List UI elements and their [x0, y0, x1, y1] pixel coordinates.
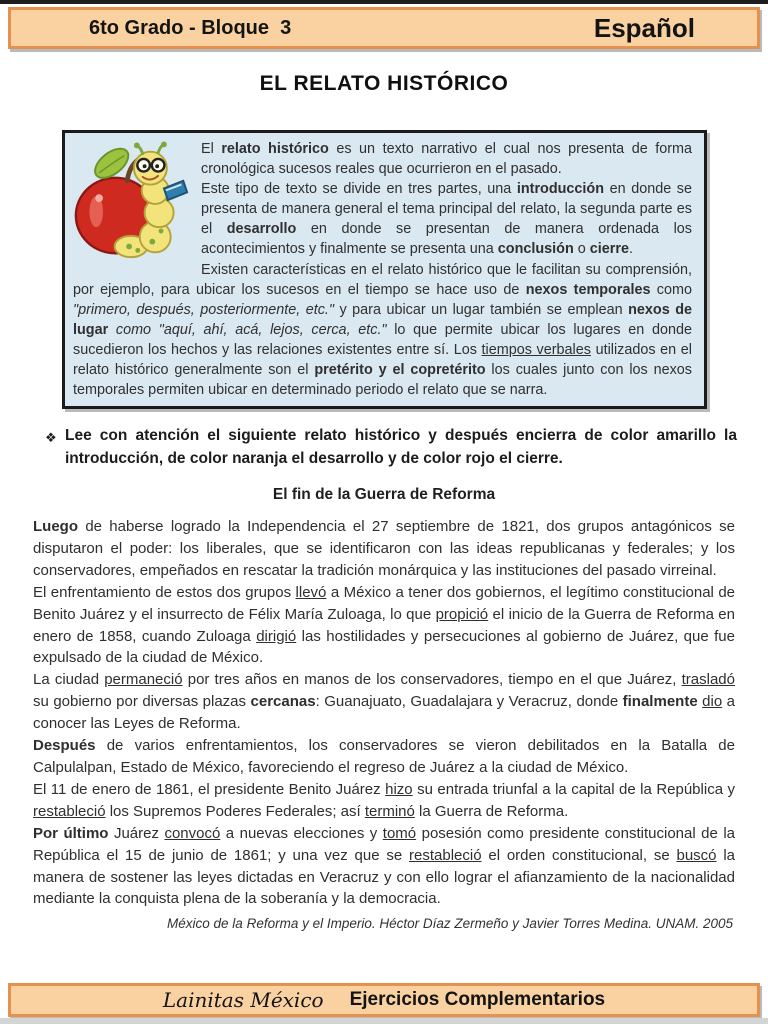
text-run: tomó — [382, 824, 417, 842]
paragraph — [33, 669, 735, 735]
text-run: restableció — [33, 802, 106, 820]
reading-title: El fin de la Guerra de Reforma — [272, 486, 496, 503]
text-run: cercanas — [250, 693, 316, 711]
text-run: o — [573, 241, 590, 258]
text-run: lo que permite ubicar los lugares en donde sucedieron los hechos y las relaciones existentes entre sí. Los — [73, 321, 692, 358]
paragraph — [33, 779, 735, 823]
text-run: los cuales junto con los nexos temporales permiten ubicar en determinado periodo el relato que se narra. — [73, 362, 692, 399]
text-run: posesión como presidente constitucional de la República el 15 de junio de 1861; y una vez que se — [33, 824, 735, 864]
text-run: la Guerra de Reforma. — [414, 802, 569, 820]
diamond-bullet-icon: ❖ — [45, 430, 57, 445]
text-run: conclusión — [497, 241, 574, 258]
text-run: llevó — [295, 583, 327, 601]
text-run: pretérito y el copretérito — [314, 362, 486, 379]
text-run: como "aquí, ahí, acá, lejos, cerca, etc." — [115, 321, 387, 338]
text-run: . — [628, 241, 633, 258]
text-run: tiempos verbales — [481, 341, 591, 358]
text-run: terminó — [364, 802, 415, 820]
text-run: las hostilidades y persecuciones al gobierno de Juárez, que fue expulsado de la ciudad de México. — [33, 627, 735, 667]
text-run: utilizados en el relato histórico generalmente son el — [73, 341, 693, 379]
source-citation: México de la Reforma y el Imperio. Héctor Díaz Zermeño y Javier Torres Medina. UNAM. 2005 — [167, 916, 733, 932]
page-top-edge — [0, 0, 768, 4]
text-run: buscó — [676, 846, 717, 864]
text-run: : Guanajuato, Guadalajara y Veracruz, donde — [315, 693, 623, 711]
paragraph — [33, 516, 735, 582]
text-run: Juárez — [108, 824, 165, 842]
text-run: restableció — [409, 846, 482, 864]
text-run: Existen características en el relato histórico que le facilitan su comprensión, por ejemplo, para ubicar los sucesos en el tiempo se hace uso de — [73, 261, 692, 298]
text-run: Luego — [33, 518, 78, 535]
text-run: hizo — [385, 780, 413, 798]
text-run: su gobierno por diversas plazas — [33, 693, 251, 711]
text-run: El enfrentamiento de estos dos grupos — [33, 583, 296, 601]
text-run: El — [201, 141, 222, 157]
text-run: es un texto narrativo el cual nos presenta de forma cronológica sucesos reales que ocurrieron en el pasado. — [201, 141, 693, 178]
text-run: nexos de lugar — [73, 301, 692, 338]
paragraph — [73, 260, 692, 401]
story-paragraphs — [33, 516, 735, 910]
text-run: nexos temporales — [525, 281, 651, 298]
text-run: Después — [33, 737, 96, 755]
text-run: dio — [702, 693, 723, 711]
text-run: la manera de sostener las leyes dictadas en Veracruz y con ello lograr el afianzamiento de la nacionalidad mediante la conquista plena de la soberanía y la democracia. — [33, 846, 735, 908]
footer-title: Ejercicios Complementarios — [349, 989, 606, 1010]
text-run: convocó — [164, 824, 221, 842]
text-run: relato histórico — [221, 141, 329, 157]
text-run: y para ubicar un lugar también se emplean — [334, 301, 629, 318]
text-run: en donde se presentan de manera ordenada los acontecimientos y finalmente se presenta una — [201, 221, 693, 258]
instruction-text — [65, 424, 737, 470]
text-run: desarrollo — [226, 221, 297, 238]
page-bottom-edge — [0, 1018, 768, 1024]
paragraph — [33, 582, 735, 670]
text-run: introducción — [516, 181, 605, 198]
text-run: El 11 de enero de 1861, el presidente Benito Juárez — [33, 780, 386, 798]
course-label: 6to Grado - Bloque 3 — [89, 16, 292, 39]
text-run: como — [650, 281, 692, 298]
historical-account — [33, 516, 735, 935]
text-run — [108, 322, 116, 338]
text-run: Este tipo de texto se divide en tres partes, una — [201, 181, 517, 198]
text-run: cierre — [589, 241, 629, 258]
text-run: a conocer las Leyes de Reforma. — [33, 693, 735, 733]
text-run: a nuevas elecciones y — [220, 824, 383, 842]
text-run: a México a tener dos gobiernos, el legítimo constitucional de Benito Juárez y el insurrecto de Félix María Zuloaga, lo que — [33, 583, 736, 623]
text-run: Por último — [33, 824, 109, 842]
text-run: dirigió — [256, 627, 297, 645]
text-run: el inicio de la Guerra de Reforma en enero de 1858, cuando Zuloaga — [33, 605, 735, 645]
text-run: permaneció — [104, 671, 183, 689]
footer-band — [8, 983, 760, 1017]
concept-info-box — [62, 130, 707, 409]
text-run: La ciudad — [33, 671, 105, 689]
text-run: "primero, después, posteriormente, etc." — [73, 301, 335, 318]
activity-instruction — [45, 424, 737, 470]
text-run: Lee con atención el siguiente relato histórico y después encierra de color amarillo la introducción, de color naranja el desarrollo y de color rojo el cierre. — [65, 427, 737, 467]
subject-label: Español — [593, 12, 695, 43]
text-run: el orden constitucional, se — [481, 846, 677, 864]
header-band — [8, 7, 760, 49]
page-title: EL RELATO HISTÓRICO — [259, 72, 509, 95]
paragraph — [33, 735, 735, 779]
text-run: de varios enfrentamientos, los conservadores se vieron debilitados en la Batalla de Calpulalpan, Estado de México, favoreciendo el regreso de Juárez a la ciudad de México. — [33, 737, 735, 776]
text-run: los Supremos Poderes Federales; así — [105, 802, 365, 820]
paragraph — [33, 823, 735, 911]
text-run: finalmente — [622, 693, 698, 711]
text-run: de haberse logrado la Independencia el 27 septiembre de 1821, dos grupos antagónicos se disputaron el poder: los liberales, que se identificaron con las ideas republicanas y federales; y los conservadores, empeñados en rescatar la tradición monárquica y las instituciones del pasado virreinal. — [33, 518, 735, 579]
text-run: trasladó — [681, 671, 735, 689]
brand-label: Lainitas México — [162, 988, 324, 1012]
apple-worm-illustration — [73, 141, 191, 263]
text-run: por tres años en manos de los conservadores, tiempo en el que Juárez, — [182, 671, 682, 689]
text-run: en donde se presenta de manera general el tema principal del relato, la segunda parte es el — [201, 181, 692, 238]
text-run: propició — [435, 605, 489, 623]
text-run: su entrada triunfal a la capital de la República y — [412, 780, 735, 798]
